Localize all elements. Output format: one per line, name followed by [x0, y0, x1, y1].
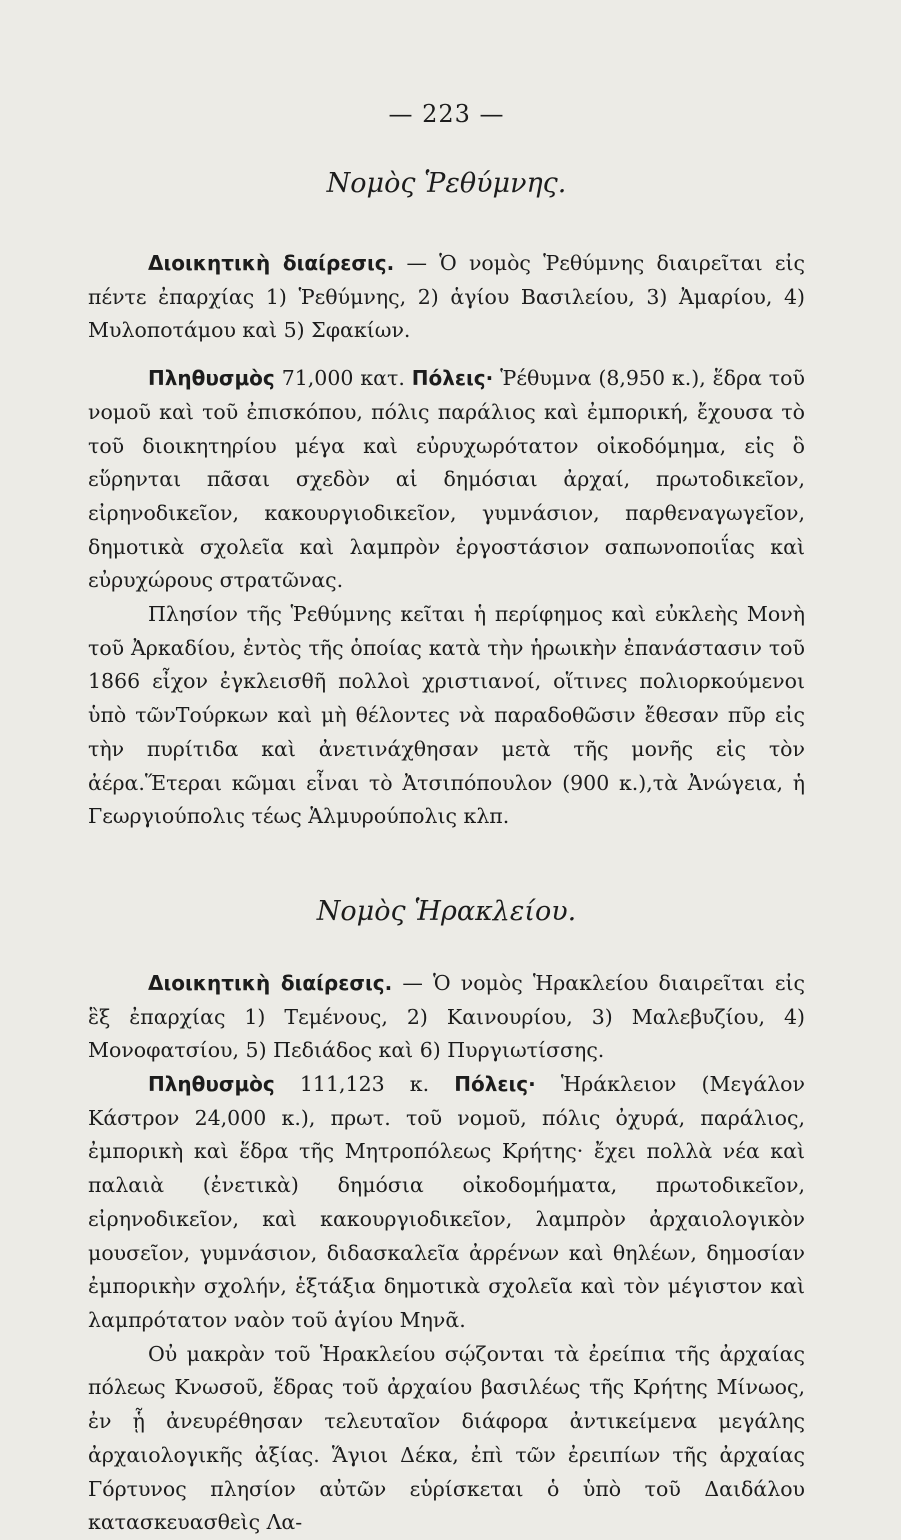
heraklion-admin-paragraph	[88, 967, 805, 1068]
rethymno-cities-label: Πόλεις·	[411, 366, 494, 391]
heraklion-population-paragraph	[88, 1068, 805, 1338]
rethymno-population-value: 71,000 κατ.	[281, 366, 405, 391]
rethymno-cities-text: Ῥέθυμνα (8,950 κ.), ἕδρα τοῦ νομοῦ καὶ τοῦ ἐπισκόπου, πόλις παράλιος καὶ ἐμπορική, ἔχουσα τὸ τοῦ διοικητηρίου μέγα καὶ εὐρυχωρότατον οἰκοδόμημα, εἰς ὃ εὕρηνται πᾶσαι σχεδὸν αἱ δημόσιαι ἀρχαί, πρωτοδικεῖον, εἰρηνοδικεῖον, κακουργιοδικεῖον, γυμνάσιον, παρθεναγωγεῖον, δημοτικὰ σχολεῖα καὶ λαμπρὸν ἐργοστάσιον σαπωνοποιΐας καὶ εὐρυχώρους στρατῶνας.	[88, 366, 805, 593]
rethymno-admin-label: Διοικητικὴ διαίρεσις.	[148, 251, 395, 275]
rethymno-arkadi-paragraph: Πλησίον τῆς Ῥεθύμνης κεῖται ἡ περίφημος καὶ εὐκλεὴς Μονὴ τοῦ Ἀρκαδίου, ἐντὸς τῆς ὁποίας κατὰ τὴν ἡρωικὴν ἐπανάστασιν τοῦ 1866 εἶχον ἐγκλεισθῆ πολλοὶ χριστιανοί, οἵτινες πολιορκούμενοι ὑπὸ τῶνΤούρκων καὶ μὴ θέλοντες νὰ παραδοθῶσιν ἔθεσαν πῦρ εἰς τὴν πυρίτιδα καὶ ἀνετινάχθησαν μετὰ τῆς μονῆς εἰς τὸν ἀέρα.Ἕτεραι κῶμαι εἶναι τὸ Ἀτσιπόπουλον (900 κ.),τὰ Ἀνώγεια, ἡ Γεωργιούπολις τέως Ἁλμυρούπολις κλπ.	[88, 602, 805, 829]
heraklion-cities-label: Πόλεις·	[454, 1072, 536, 1097]
section-title-heraklion: Νομὸς Ἡρακλείου.	[316, 895, 577, 927]
heraklion-knossos-paragraph: Οὐ μακρὰν τοῦ Ἡρακλείου σῴζονται τὰ ἐρείπια τῆς ἀρχαίας πόλεως Κνωσοῦ, ἕδρας τοῦ ἀρχαίου βασιλέως τῆς Κρήτης Μίνωος, ἐν ᾗ ἀνευρέθησαν τελευταῖον διάφορα ἀντικείμενα μεγάλης ἀρχαιολογικῆς ἀξίας. Ἅγιοι Δέκα, ἐπὶ τῶν ἐρειπίων τῆς ἀρχαίας Γόρτυνος πλησίον αὐτῶν εὑρίσκεται ὁ ὑπὸ τοῦ Δαιδάλου κατασκευασθεὶς Λα-	[88, 1341, 805, 1535]
section-title-rethymno: Νομὸς Ῥεθύμνης.	[326, 168, 567, 199]
heraklion-cities-text: Ἡράκλειον (Μεγάλον Κάστρον 24,000 κ.), πρωτ. τοῦ νομοῦ, πόλις ὀχυρά, παράλιος, ἐμπορικὴ καὶ ἕδρα τῆς Μητροπόλεως Κρήτης· ἔχει πολλὰ νέα καὶ παλαιὰ (ἐνετικὰ) δημόσια οἰκοδομήματα, πρωτοδικεῖον, εἰρηνοδικεῖον, καὶ κακουργιοδικεῖον, λαμπρὸν ἀρχαιολογικὸν μουσεῖον, γυμνάσιον, διδασκαλεῖα ἀρρένων καὶ θηλέων, δημοσίαν ἐμπορικὴν σχολήν, ἑξτάξια δημοτικὰ σχολεῖα καὶ τὸν μέγιστον καὶ λαμπρότατον ναὸν τοῦ ἁγίου Μηνᾶ.	[88, 1072, 805, 1332]
heraklion-population-label: Πληθυσμὸς	[148, 1072, 275, 1097]
rethymno-population-paragraph	[88, 362, 805, 598]
rethymno-admin-text: — Ὁ νομὸς Ῥεθύμνης διαιρεῖται εἰς πέντε ἐπαρχίας 1) Ῥεθύμνης, 2) ἁγίου Βασιλείου, 3) Ἀμαρίου, 4) Μυλοποτάμου καὶ 5) Σφακίων.	[88, 251, 805, 343]
heraklion-admin-text: — Ὁ νομὸς Ἡρακλείου διαιρεῖται εἰς ἓξ ἐπαρχίας 1) Τεμένους, 2) Καινουρίου, 3) Μαλεβυζίου, 4) Μονοφατσίου, 5) Πεδιάδος καὶ 6) Πυργιωτίσσης.	[88, 970, 805, 1063]
heraklion-population-value: 111,123 κ.	[299, 1072, 430, 1097]
page-number: — 223 —	[388, 100, 505, 128]
heraklion-admin-label: Διοικητικὴ διαίρεσις.	[148, 970, 393, 995]
rethymno-population-label: Πληθυσμὸς	[148, 366, 275, 391]
rethymno-admin-paragraph	[88, 247, 805, 348]
